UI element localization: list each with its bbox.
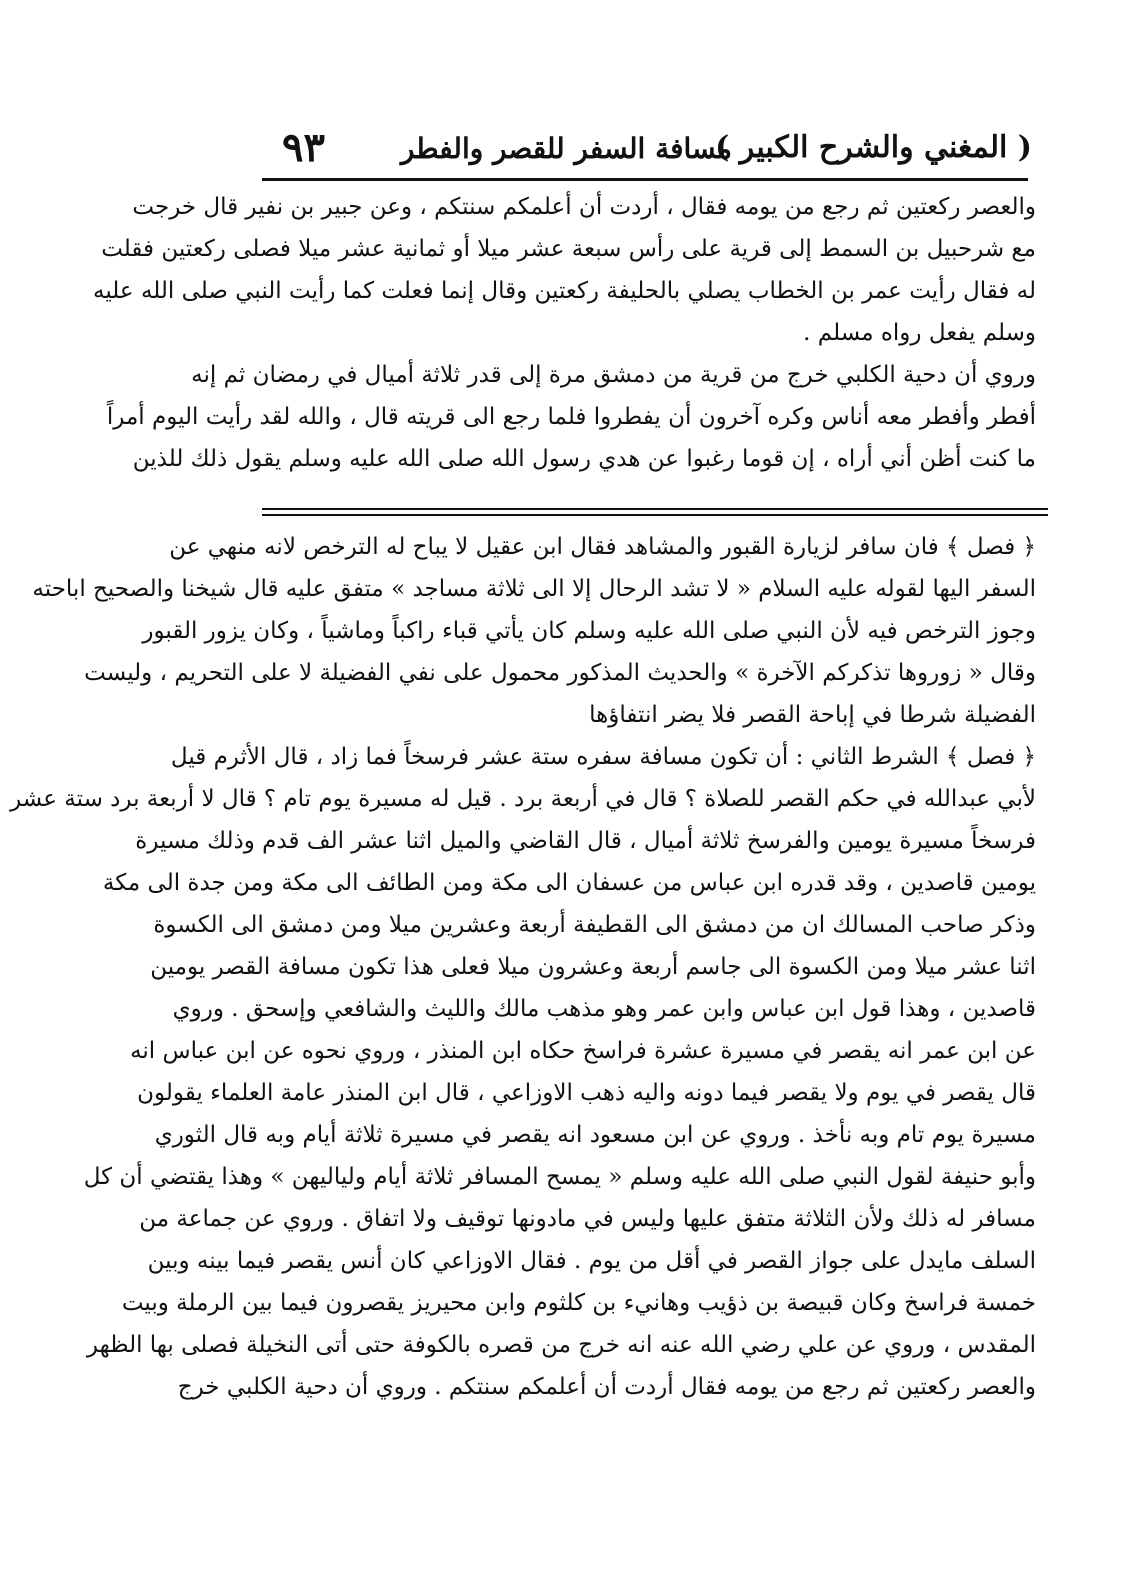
text-line: مسيرة يوم تام وبه نأخذ . وروي عن ابن مسعود انه يقصر في مسيرة ثلاثة أيام وبه قال الثوري	[154, 1122, 1036, 1148]
text-line: السلف مايدل على جواز القصر في أقل من يوم . فقال الاوزاعي كان أنس يقصر فيما بينه وبين	[147, 1248, 1036, 1274]
book-title: ( المغني والشرح الكبير )	[715, 130, 1032, 165]
text-line: اثنا عشر ميلا ومن الكسوة الى جاسم أربعة وعشرون ميلا فعلى هذا تكون مسافة القصر يومين	[150, 954, 1036, 980]
text-line: ﴿ فصل ﴾ الشرط الثاني : أن تكون مسافة سفره ستة عشر فرسخاً فما زاد ، قال الأثرم قيل	[170, 744, 1036, 770]
text-line: وقال « زوروها تذكركم الآخرة » والحديث المذكور محمول على نفي الفضيلة لا على التحريم ، وليست	[84, 660, 1036, 686]
text-line: قاصدين ، وهذا قول ابن عباس وابن عمر وهو مذهب مالك والليث والشافعي وإسحق . وروي	[172, 996, 1036, 1022]
bottom-text-block	[10, 526, 1036, 1408]
text-line: والعصر ركعتين ثم رجع من يومه فقال أردت أن أعلمكم سنتكم . وروي أن دحية الكلبي خرج	[177, 1374, 1036, 1400]
text-line: الفضيلة شرطا في إباحة القصر فلا يضر انتفاؤها	[589, 702, 1036, 728]
header-rule	[262, 178, 1028, 181]
page-number: ٩٣	[282, 124, 325, 171]
section-title: مسافة السفر للقصر والفطر	[400, 132, 732, 165]
text-line: فرسخاً مسيرة يومين والفرسخ ثلاثة أميال ، قال القاضي والميل اثنا عشر الف قدم وذلك مسيرة	[135, 828, 1036, 854]
text-line: عن ابن عمر انه يقصر في مسيرة عشرة فراسخ حكاه ابن المنذر ، وروي نحوه عن ابن عباس انه	[130, 1038, 1036, 1064]
top-text-block	[93, 186, 1036, 480]
page-header	[262, 124, 1032, 176]
text-line: مسافر له ذلك ولأن الثلاثة متفق عليها وليس في مادونها توقيف ولا اتفاق . وروي عن جماعة من	[139, 1206, 1036, 1232]
text-line: وذكر صاحب المسالك ان من دمشق الى القطيفة أربعة وعشرين ميلا ومن دمشق الى الكسوة	[153, 912, 1036, 938]
text-line: أفطر وأفطر معه أناس وكره آخرون أن يفطروا فلما رجع الى قريته قال ، والله لقد رأيت اليوم أمراً	[106, 404, 1036, 430]
section-divider	[262, 508, 1048, 510]
text-line: وأبو حنيفة لقول النبي صلى الله عليه وسلم « يمسح المسافر ثلاثة أيام ولياليهن » وهذا يقتضي أن كل	[83, 1164, 1036, 1190]
text-line: قال يقصر في يوم ولا يقصر فيما دونه واليه ذهب الاوزاعي ، قال ابن المنذر عامة العلماء يقولون	[137, 1080, 1036, 1106]
text-line: المقدس ، وروي عن علي رضي الله عنه انه خرج من قصره بالكوفة حتى أتى النخيلة فصلى بها الظهر	[86, 1332, 1036, 1358]
text-line: وجوز الترخص فيه لأن النبي صلى الله عليه وسلم كان يأتي قباء راكباً وماشياً ، وكان يزور القبور	[142, 618, 1036, 644]
text-line: ﴿ فصل ﴾ فان سافر لزيارة القبور والمشاهد فقال ابن عقيل لا يباح له الترخص لانه منهي عن	[169, 534, 1036, 560]
text-line: السفر اليها لقوله عليه السلام « لا تشد الرحال إلا الى ثلاثة مساجد » متفق عليه قال شيخنا والصحيح اباحته	[32, 576, 1036, 602]
text-line: مع شرحبيل بن السمط إلى قرية على رأس سبعة عشر ميلا أو ثمانية عشر ميلا فصلى ركعتين فقلت	[101, 236, 1036, 262]
text-line: ما كنت أظن أني أراه ، إن قوما رغبوا عن هدي رسول الله صلى الله عليه وسلم يقول ذلك للذين	[132, 446, 1036, 472]
text-line: له فقال رأيت عمر بن الخطاب يصلي بالحليفة ركعتين وقال إنما فعلت كما رأيت النبي صلى الله عليه	[93, 278, 1036, 304]
text-line: لأبي عبدالله في حكم القصر للصلاة ؟ قال في أربعة برد . قيل له مسيرة يوم تام ؟ قال لا أربعة برد ستة عشر	[10, 786, 1036, 812]
text-line: يومين قاصدين ، وقد قدره ابن عباس من عسفان الى مكة ومن الطائف الى مكة ومن جدة الى مكة	[102, 870, 1036, 896]
text-line: خمسة فراسخ وكان قبيصة بن ذؤيب وهانيء بن كلثوم وابن محيريز يقصرون فيما بين الرملة وبيت	[121, 1290, 1036, 1316]
text-line: والعصر ركعتين ثم رجع من يومه فقال ، أردت أن أعلمكم سنتكم ، وعن جبير بن نفير قال خرجت	[132, 194, 1036, 220]
text-line: وسلم يفعل رواه مسلم .	[803, 320, 1036, 346]
section-divider	[262, 514, 1048, 516]
text-line: وروي أن دحية الكلبي خرج من قرية من دمشق مرة إلى قدر ثلاثة أميال في رمضان ثم إنه	[191, 362, 1036, 388]
